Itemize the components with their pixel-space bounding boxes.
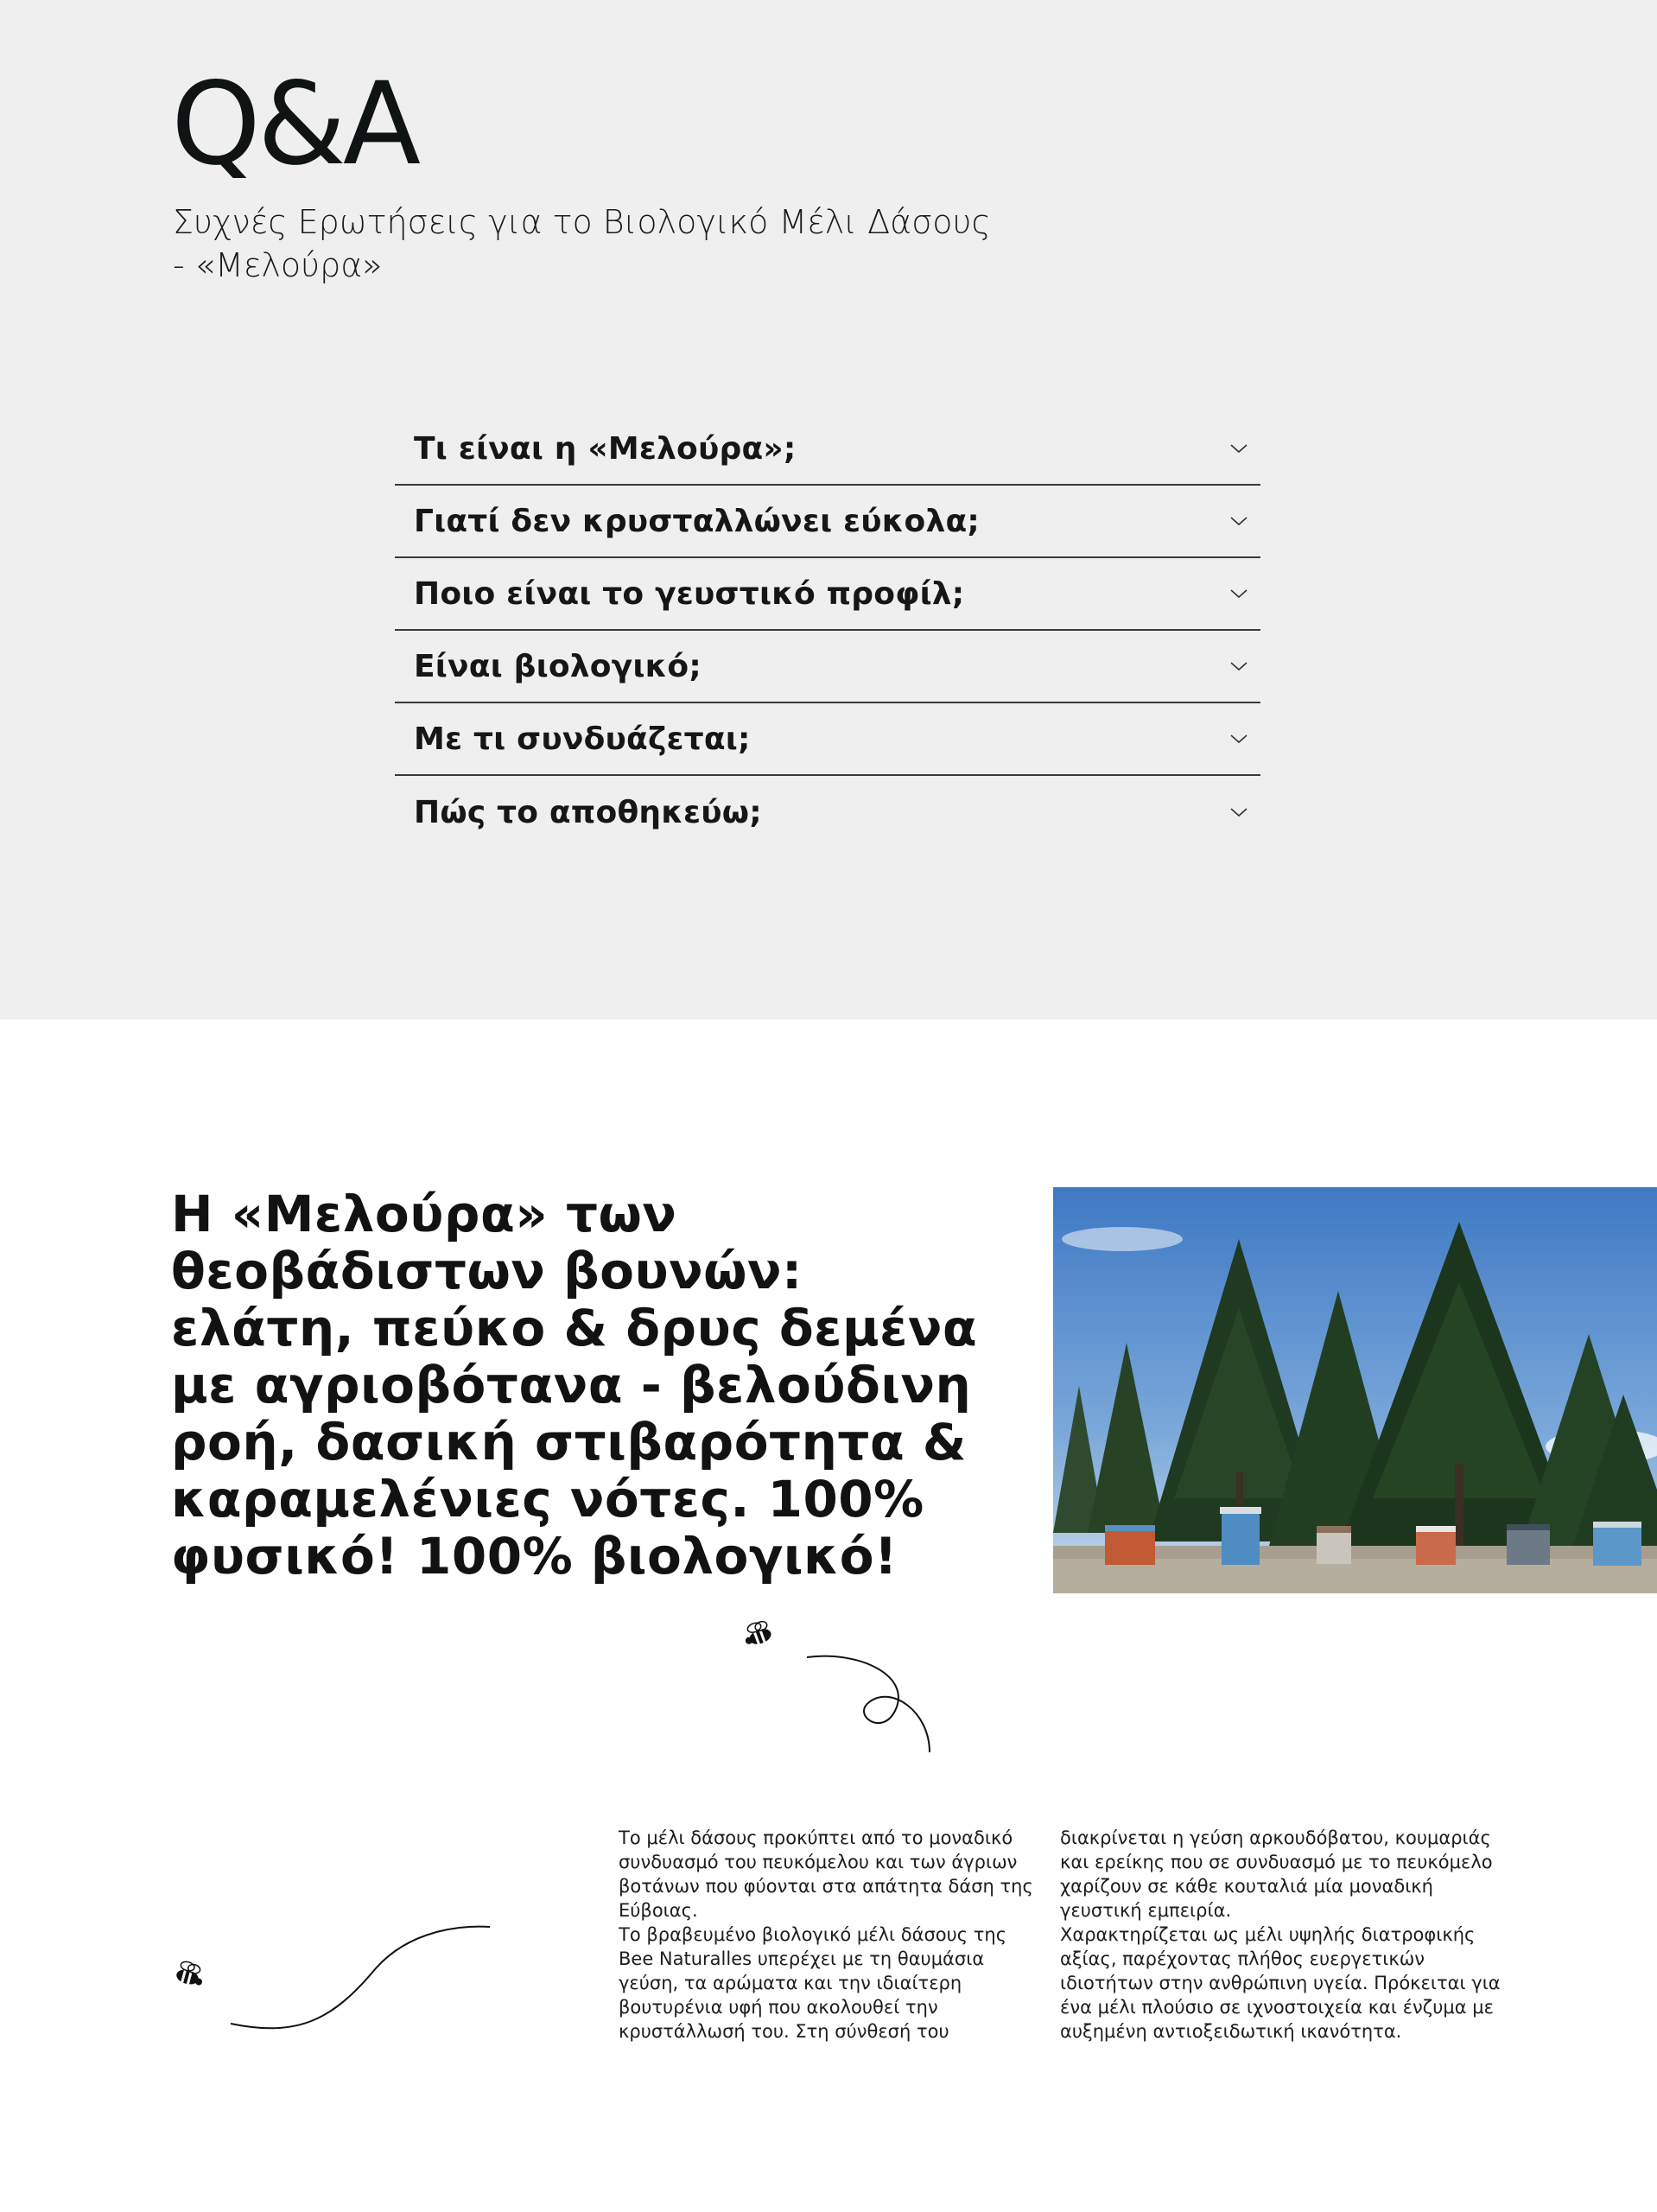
chevron-down-icon <box>1229 588 1248 600</box>
body-paragraph: Χαρακτηρίζεται ως μέλι υψηλής διατροφικής αξίας, παρέχοντας πλήθος ευεργετικών ιδιοτήτων στην ανθρώπινη υγεία. Πρόκειται για ένα μέλι πλούσιο σε ιχνοστοιχεία και ένζυμα με αυξημένη αντιοξειδωτική ικανότητα. <box>1060 1924 1501 2042</box>
beehives-forest-photo <box>1053 1187 1657 1593</box>
faq-item-storage[interactable] <box>395 776 1260 849</box>
faq-question: Ποιο είναι το γευστικό προφίλ; <box>414 575 965 612</box>
body-column-1 <box>619 1826 1035 2044</box>
faq-question: Τι είναι η «Μελούρα»; <box>414 430 797 467</box>
body-paragraph: διακρίνεται η γεύση αρκουδόβατου, κουμαριάς και ερείκης που σε συνδυασμό με το πευκόμελο χαρίζουν σε κάθε κουταλιά μία μοναδική γευστική εμπειρία. <box>1060 1827 1493 1921</box>
faq-question: Πώς το αποθηκεύω; <box>414 794 762 830</box>
page-subtitle: Συχνές Ερωτήσεις για το Βιολογικό Μέλι Δάσους - «Μελούρα» <box>173 203 991 284</box>
hero-heading: Η «Μελούρα» των θεοβάδιστων βουνών: ελάτη, πεύκο & δρυς δεμένα με αγριοβότανα - βελούδινη ροή, δασική στιβαρότητα & καραμελένιες νότες. 100% φυσικό! 100% βιολογικό! <box>171 1185 978 1586</box>
chevron-down-icon <box>1229 442 1248 454</box>
bee-icon <box>740 1616 938 1763</box>
faq-item-organic[interactable] <box>395 631 1260 703</box>
faq-question: Είναι βιολογικό; <box>414 648 702 684</box>
chevron-down-icon <box>1229 660 1248 672</box>
faq-item-pairing[interactable] <box>395 703 1260 776</box>
page-title: Q&A <box>171 58 418 191</box>
faq-item-what-is-meloura[interactable] <box>395 413 1260 486</box>
chevron-down-icon <box>1229 806 1248 818</box>
body-paragraph: Το βραβευμένο βιολογικό μέλι δάσους της Bee Naturalles υπερέχει με τη θαυμάσια γεύση, τα αρώματα και την ιδιαίτερη βουτυρένια υφή που ακολουθεί την κρυστάλλωσή του. Στη σύνθεσή του <box>619 1924 1007 2042</box>
chevron-down-icon <box>1229 515 1248 527</box>
faq-item-taste-profile[interactable] <box>395 558 1260 631</box>
qa-section <box>0 0 1657 1020</box>
body-column-2 <box>1060 1826 1501 2044</box>
faq-question: Με τι συνδυάζεται; <box>414 721 751 757</box>
body-paragraph: Το μέλι δάσους προκύπτει από το μοναδικό συνδυασμό του πευκόμελου και των άγριων βοτάνων που φύονται στα απάτητα δάση της Εύβοιας. <box>619 1827 1033 1921</box>
chevron-down-icon <box>1229 733 1248 745</box>
faq-item-crystallization[interactable] <box>395 486 1260 558</box>
flight-path-icon <box>168 1916 497 2046</box>
faq-question: Γιατί δεν κρυσταλλώνει εύκολα; <box>414 503 981 539</box>
faq-accordion <box>395 413 1260 849</box>
